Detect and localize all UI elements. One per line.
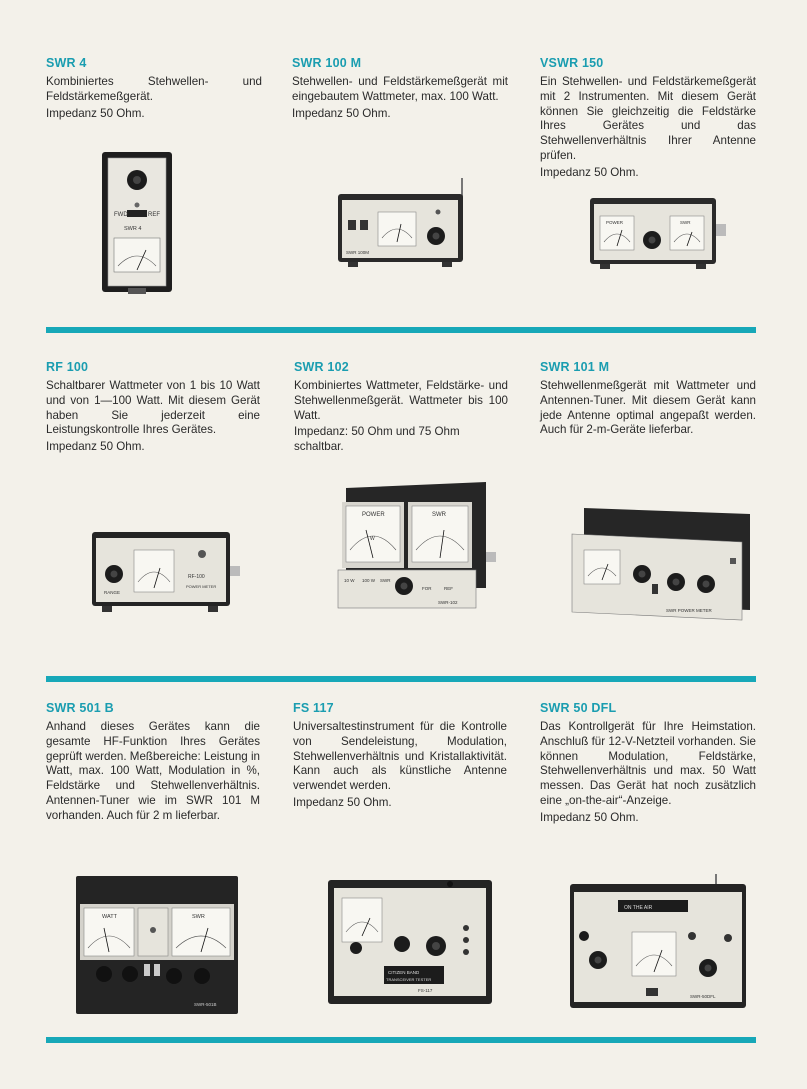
product-fs-117 [293, 701, 507, 811]
swr-50dfl-device-illustration [568, 872, 750, 1012]
for-label: FOR [422, 586, 432, 591]
model-label: FS-117 [418, 988, 433, 993]
product-swr-101m [540, 360, 756, 438]
product-swr-501b [46, 701, 260, 824]
product-swr-50dfl [540, 701, 756, 826]
on-the-air-label: ON THE AIR [624, 905, 653, 911]
swr-label: SWR [680, 220, 691, 225]
product-description: Ein Stehwellen- und Feldstärkemeßgerät mit 2 Instrumenten. Mit diesem Gerät können Sie gleichzeitig die Feldstärke Ihres Gerätes und das Stehwellenverhältnis Ihrer Antenne prüfen. [540, 75, 756, 162]
product-description: Kombiniertes Stehwellen- und Feldstärkemeßgerät. [46, 75, 262, 103]
product-description: Anhand dieses Gerätes kann die gesamte HF-Funktion Ihres Gerätes geprüft werden. Meßbereiche: Leistung in Watt, max. 100 Watt, Modulation in %, Feldstärke und Stehwellenverhältnis. Antennen-Tuner wie im SWR 101 M vorhanden. Auch für 2 m lieferbar. [46, 720, 260, 822]
ref-label: REF [444, 586, 453, 591]
product-vswr-150 [540, 56, 756, 181]
ref-label: REF [148, 212, 160, 218]
swr-label: SWR [432, 512, 446, 518]
section-divider [46, 676, 756, 682]
range-10w-label: 10 W [344, 578, 355, 583]
product-title: SWR 501 B [46, 701, 114, 715]
swr-102-device-illustration [336, 478, 498, 614]
product-description: Universaltestinstrument für die Kontrolle von Sendeleistung, Modulation, Stehwellenverhältnis und Kristallaktivität. Kann auch als künstliche Antenne verwendet werden. [293, 720, 507, 793]
product-title: FS 117 [293, 701, 334, 715]
section-divider [46, 327, 756, 333]
w-label: W [370, 536, 375, 542]
product-title: RF 100 [46, 360, 89, 374]
citizen-band-label: CITIZEN BAND [388, 970, 420, 975]
power-label: POWER [362, 512, 385, 518]
product-description: Das Kontrollgerät für Ihre Heimstation. Anschluß für 12-V-Netzteil vorhanden. Sie können Modulation, Feldstärke, Stehwellenverhältnis und max. 50 Watt messen. Das Gerät hat noch zusätzlich eine „on-the-air“-Anzeige. [540, 720, 756, 807]
swr-label: SWR [192, 914, 205, 920]
swr-101m-device-illustration [570, 502, 756, 622]
product-description: Stehwellen- und Feldstärkemeßgerät mit eingebautem Wattmeter, max. 100 Watt. [292, 75, 508, 103]
fwd-label: FWD [114, 212, 128, 218]
product-description: Kombiniertes Wattmeter, Feldstärke- und Stehwellenmeßgerät. Wattmeter bis 100 Watt. [294, 379, 508, 422]
model-label: SWR-50DFL [690, 994, 716, 999]
product-title: SWR 4 [46, 56, 87, 70]
product-title: SWR 102 [294, 360, 349, 374]
swr-4-device-illustration [100, 150, 175, 295]
model-label: SWR 4 [124, 226, 142, 232]
range-100w-label: 100 W [362, 578, 376, 583]
product-impedance: Impedanz 50 Ohm. [293, 795, 392, 809]
product-title: SWR 100 M [292, 56, 362, 70]
product-description: Schaltbarer Wattmeter von 1 bis 10 Watt und von 1—100 Watt. Mit diesem Gerät haben Sie jederzeit eine Leistungskontrolle Ihres Gerätes. [46, 379, 260, 437]
product-impedance: Impedanz 50 Ohm. [46, 106, 145, 120]
model-label: SWR POWER METER [666, 608, 712, 613]
product-impedance: Impedanz: 50 Ohm und 75 Ohm schaltbar. [294, 425, 460, 454]
model-label: SWR-501B [194, 1002, 217, 1007]
product-impedance: Impedanz 50 Ohm. [292, 106, 391, 120]
mode-swr-label: SWR [380, 578, 391, 583]
product-swr-4 [46, 56, 262, 121]
product-title: SWR 101 M [540, 360, 610, 374]
power-meter-label: POWER METER [186, 584, 217, 589]
transceiver-tester-label: TRANSCEIVER TESTER [386, 977, 432, 982]
model-label: RF-100 [188, 574, 205, 580]
fs-117-device-illustration [326, 874, 496, 1008]
product-swr-102 [294, 360, 508, 455]
model-label: SWR 100M [346, 250, 370, 255]
product-impedance: Impedanz 50 Ohm. [540, 165, 639, 179]
section-divider [46, 1037, 756, 1043]
range-label: RANGE [104, 590, 121, 595]
swr-100m-device-illustration [334, 176, 474, 271]
model-label: SWR-102 [438, 600, 458, 605]
product-impedance: Impedanz 50 Ohm. [46, 440, 145, 454]
rf-100-device-illustration [90, 528, 245, 616]
product-title: SWR 50 DFL [540, 701, 617, 715]
product-title: VSWR 150 [540, 56, 604, 70]
product-rf-100 [46, 360, 260, 455]
vswr-150-device-illustration [586, 194, 731, 274]
product-swr-100m [292, 56, 508, 121]
product-description: Stehwellenmeßgerät mit Wattmeter und Antennen-Tuner. Mit diesem Gerät kann jede Antenne optimal angepaßt werden. Auch für 2-m-Geräte lieferbar. [540, 379, 756, 437]
swr-501b-device-illustration [74, 874, 242, 1018]
watt-label: WATT [102, 914, 117, 920]
power-label: POWER [606, 220, 624, 225]
product-impedance: Impedanz 50 Ohm. [540, 810, 639, 824]
